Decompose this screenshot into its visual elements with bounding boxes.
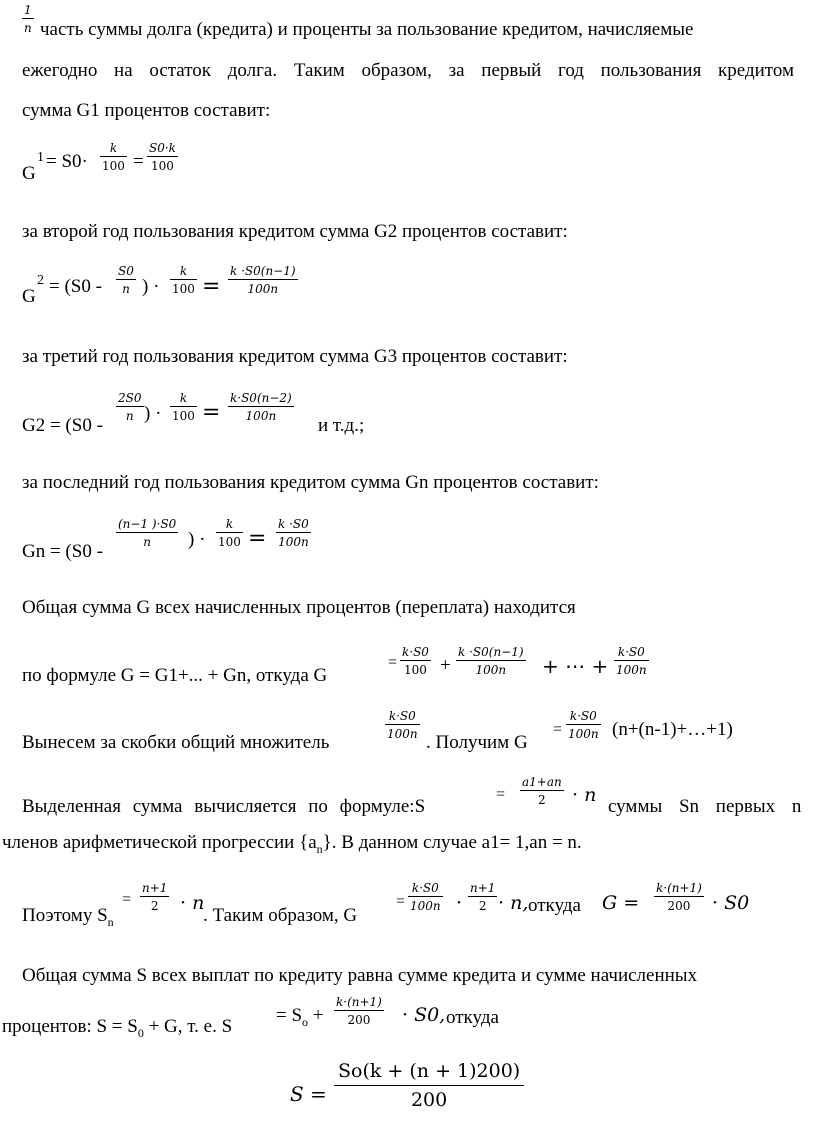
g3-frac-1: 2S0 n <box>118 391 142 423</box>
fraction-denominator: n <box>24 21 32 35</box>
g3-lhs: G2 = (S0 - <box>22 415 103 436</box>
formula-frac-3: k·S0 100n <box>616 645 647 677</box>
g3-frac-2: k 100 <box>172 391 195 423</box>
text-line-1: часть суммы долга (кредита) и проценты за пользование кредитом, начисляемые <box>40 19 694 40</box>
g2-eq: = <box>202 274 221 299</box>
text-last-year: за последний год пользования кредитом сумма Gn процентов составит: <box>22 472 599 493</box>
top-fraction <box>22 4 34 34</box>
formula-eq: = <box>388 654 398 671</box>
sum-frac: a1+an 2 <box>522 775 562 807</box>
progression-sub: n <box>316 841 323 856</box>
g1-lhs: G <box>22 163 36 184</box>
text-year3: за третий год пользования кредитом сумма G3 процентов составит: <box>22 346 568 367</box>
gn-eq: = <box>248 526 267 551</box>
g3-frac-3: k·S0(n−2) 100n <box>230 391 292 423</box>
therefore-mul2: · n, <box>498 892 529 914</box>
therefore-tail2: · S0 <box>712 892 750 914</box>
formula-frac-1: k·S0 100 <box>402 645 429 677</box>
formula-text: по формуле G = G1+... + Gn, откуда G <box>22 665 328 686</box>
payments-tail2: откуда <box>446 1007 499 1028</box>
factor-eq: = <box>553 721 563 738</box>
factor-frac-1: k·S0 100n <box>387 709 418 741</box>
gn-frac-1: (n−1 )·S0 n <box>118 517 177 549</box>
g3-eq: = <box>202 400 221 425</box>
g1-eq2: = <box>133 151 144 172</box>
payments-tail: · S0, <box>402 1004 446 1026</box>
gn-close: ) · <box>188 529 206 550</box>
therefore-g-eq: G = <box>602 892 640 914</box>
therefore-frac-1: n+1 2 <box>142 881 168 913</box>
therefore-frac-3: n+1 2 <box>470 881 496 913</box>
g1-eq: = S0· <box>46 151 88 172</box>
formula-frac-2: k ·S0(n−1) 100n <box>458 645 524 677</box>
formula-dots: + ⋯ + <box>542 654 609 678</box>
therefore-mid: . Таким образом, G <box>203 905 358 926</box>
g2-superscript: 2 <box>37 273 44 288</box>
g2-lhs: G <box>22 286 36 307</box>
factor-tail: (n+(n-1)+…+1) <box>612 719 733 740</box>
final-lhs: S = <box>290 1082 327 1106</box>
text-year2: за второй год пользования кредитом сумма G2 процентов составит: <box>22 221 568 242</box>
sum-eq: = <box>496 786 506 803</box>
g1-frac-1: k 100 <box>102 141 125 173</box>
sum-text: Выделенная сумма вычисляется по формуле:S <box>22 796 426 817</box>
payments-eq: = $S_o$ + <box>276 1005 324 1029</box>
payments-line-1: Общая сумма S всех выплат по кредиту равна сумме кредита и сумме начисленных <box>22 965 698 986</box>
therefore-mul1: · n <box>180 892 205 914</box>
final-fraction: So(k + (n + 1)200) 200 <box>334 1062 524 1110</box>
therefore-frac-4: k·(n+1) 200 <box>656 881 702 913</box>
payments-pre: процентов: $S = S_0 + G$, т. е. S <box>2 1016 233 1040</box>
fraction-numerator: 1 <box>24 3 32 17</box>
gn-frac-2: k 100 <box>218 517 241 549</box>
formula-plus: + <box>440 655 451 676</box>
g2-close: ) · <box>142 276 160 297</box>
gn-lhs: Gn = (S0 - <box>22 541 103 562</box>
factor-mid: . Получим G <box>426 732 528 753</box>
factor-text: Вынесем за скобки общий множитель <box>22 732 330 753</box>
g1-frac-2: S0·k 100 <box>149 141 176 173</box>
g2-open: = (S0 - <box>49 276 102 297</box>
therefore-pre: Поэтому $S_n$ <box>22 905 114 929</box>
sum-mul: · n <box>572 784 597 806</box>
text-line-2: ежегодно на остаток долга. Таким образом, за первый год пользования кредитом <box>22 60 794 81</box>
progression-pre: членов арифметической прогрессии {a <box>2 832 317 853</box>
g3-close: ) · <box>144 403 162 424</box>
sum-tail: суммы Sn первых n <box>608 796 802 817</box>
therefore-dot: · <box>456 892 463 914</box>
g2-frac-1: S0 n <box>118 264 134 296</box>
factor-frac-2: k·S0 100n <box>568 709 599 741</box>
g1-superscript: 1 <box>37 150 44 165</box>
payments-frac: k·(n+1) 200 <box>336 995 382 1027</box>
therefore-eq: = <box>122 891 132 908</box>
progression-line <box>2 833 582 855</box>
therefore-eq2: = <box>396 893 406 910</box>
g3-tail: и т.д.; <box>318 415 365 436</box>
therefore-tail1: откуда <box>528 895 581 916</box>
g2-frac-2: k 100 <box>172 264 195 296</box>
gn-frac-3: k ·S0 100n <box>278 517 309 549</box>
therefore-frac-2: k·S0 100n <box>410 881 441 913</box>
text-total: Общая сумма G всех начисленных процентов (переплата) находится <box>22 597 576 618</box>
progression-post: }. В данном случае a1= 1,an = n. <box>322 832 582 853</box>
g2-frac-3: k ·S0(n−1) 100n <box>230 264 296 296</box>
text-line-3: сумма G1 процентов составит: <box>22 100 271 121</box>
